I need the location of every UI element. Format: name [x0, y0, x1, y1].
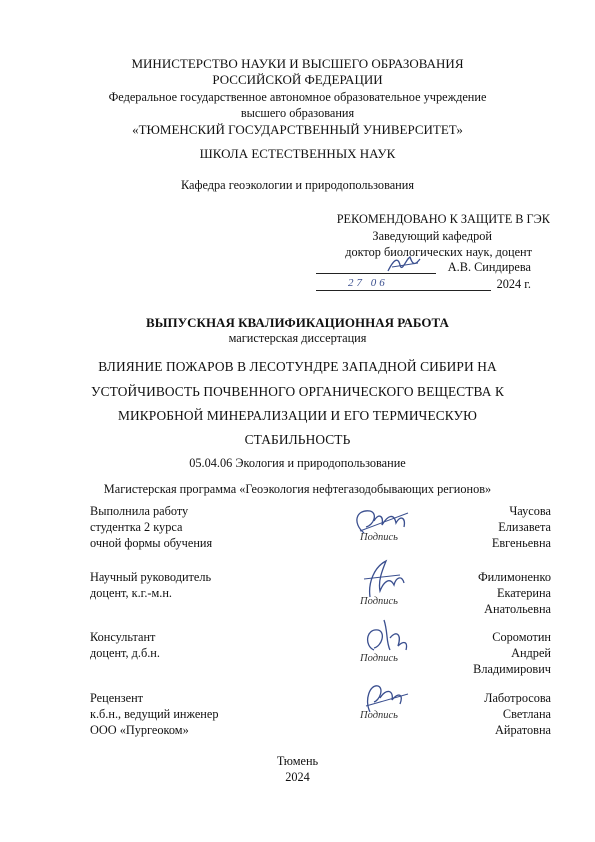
- signature-name-line: Лаботросова: [484, 691, 551, 705]
- ministry-line: МИНИСТЕРСТВО НАУКИ И ВЫСШЕГО ОБРАЗОВАНИЯ: [131, 56, 464, 71]
- signature-caption: Подпись: [360, 653, 398, 664]
- signature-left-line: доцент, к.г.-м.н.: [90, 586, 173, 600]
- signature-left-line: очной формы обучения: [90, 536, 213, 550]
- signature-caption: Подпись: [360, 596, 398, 607]
- approval-role: Заведующий кафедрой: [372, 229, 492, 243]
- signature-name-line: Соромотин: [492, 630, 551, 644]
- signature-name-line: Светлана: [502, 707, 551, 721]
- work-title-line: МИКРОБНОЙ МИНЕРАЛИЗАЦИИ И ЕГО ТЕРМИЧЕСКУЮ: [118, 408, 477, 423]
- specialty: 05.04.06 Экология и природопользование: [189, 456, 406, 470]
- work-subtype: магистерская диссертация: [228, 331, 367, 345]
- footer-city: Тюмень: [276, 754, 319, 768]
- signature-left-line: Выполнила работу: [90, 504, 189, 518]
- work-title-line: ВЛИЯНИЕ ПОЖАРОВ В ЛЕСОТУНДРЕ ЗАПАДНОЙ СИБИРИ НА: [98, 359, 497, 374]
- work-title-line: СТАБИЛЬНОСТЬ: [244, 432, 351, 447]
- university-name: «ТЮМЕНСКИЙ ГОСУДАРСТВЕННЫЙ УНИВЕРСИТЕТ»: [132, 122, 463, 137]
- work-type: ВЫПУСКНАЯ КВАЛИФИКАЦИОННАЯ РАБОТА: [146, 315, 449, 330]
- signature-left-line: студентка 2 курса: [90, 520, 183, 534]
- signature-name-line: Филимоненко: [477, 570, 551, 584]
- signature-right-block: [411, 629, 551, 677]
- school-name: ШКОЛА ЕСТЕСТВЕННЫХ НАУК: [199, 146, 396, 161]
- signature-name-line: Елизавета: [498, 520, 551, 534]
- signature-left-line: ООО «Пургеоком»: [90, 723, 189, 737]
- approval-year: 2024 г.: [496, 277, 531, 291]
- signature-name-line: Айратовна: [495, 723, 551, 737]
- education-level-line: высшего образования: [240, 106, 355, 120]
- program: Магистерская программа «Геоэкология нефтегазодобывающих регионов»: [103, 482, 492, 496]
- signature-right-block: [411, 690, 551, 738]
- institution-type-line: Федеральное государственное автономное образовательное учреждение: [108, 90, 487, 104]
- signature-left-line: Научный руководитель: [90, 570, 212, 584]
- approval-name: А.В. Синдирева: [447, 260, 531, 274]
- signature-name-line: Андрей: [511, 646, 551, 660]
- approval-degree: доктор биологических наук, доцент: [345, 245, 532, 259]
- signature-left-block: [90, 503, 212, 551]
- department-name: Кафедра геоэкологии и природопользования: [181, 178, 414, 192]
- signature-name-line: Екатерина: [496, 586, 551, 600]
- signature-caption: Подпись: [360, 710, 398, 721]
- signature-left-block: [90, 569, 211, 601]
- signature-right-block: [411, 503, 551, 551]
- signature-name-line: Анатольевна: [484, 602, 551, 616]
- signature-left-line: Рецензент: [90, 691, 144, 705]
- signature-left-line: Консультант: [90, 630, 156, 644]
- signature-name-line: Владимирович: [473, 662, 551, 676]
- signature-left-line: к.б.н., ведущий инженер: [90, 707, 219, 721]
- signature-name-line: Чаусова: [509, 504, 551, 518]
- footer-year: 2024: [285, 770, 310, 784]
- signature-left-line: доцент, д.б.н.: [90, 646, 160, 660]
- signature-left-block: [90, 629, 160, 661]
- federation-line: РОССИЙСКОЙ ФЕДЕРАЦИИ: [212, 72, 383, 87]
- approval-title: РЕКОМЕНДОВАНО К ЗАЩИТЕ В ГЭК: [336, 212, 550, 226]
- work-title-line: УСТОЙЧИВОСТЬ ПОЧВЕННОГО ОРГАНИЧЕСКОГО ВЕЩЕСТВА К: [91, 384, 504, 399]
- signature-left-block: [90, 690, 218, 738]
- signature-name-line: Евгеньевна: [491, 536, 551, 550]
- signature-caption: Подпись: [360, 532, 398, 543]
- signature-right-block: [411, 569, 551, 617]
- approval-handwritten-date: 27 06: [348, 277, 388, 289]
